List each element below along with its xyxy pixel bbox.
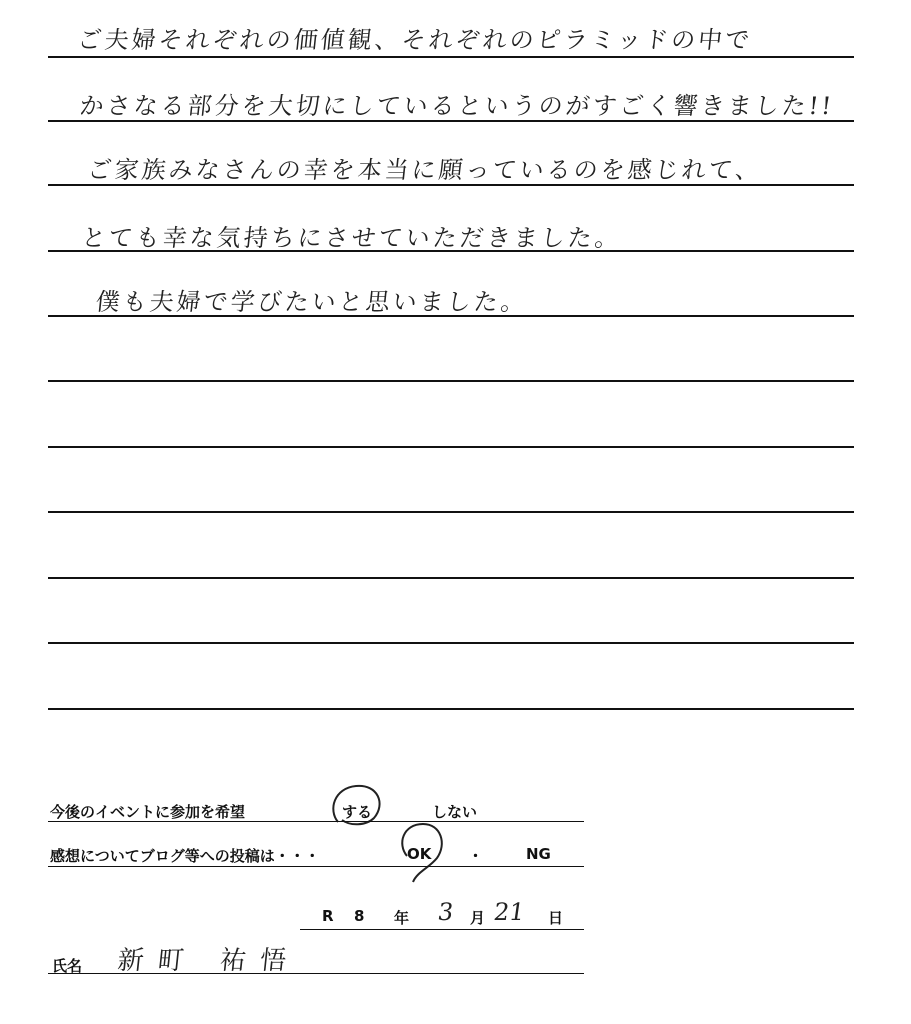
date-month-unit: 月	[470, 909, 486, 927]
impression-line-5: 僕も夫婦で学びたいと思いました。	[94, 288, 530, 316]
event-option-no[interactable]: しない	[432, 803, 478, 821]
event-yes-circle-mark	[328, 782, 388, 832]
blog-option-ng[interactable]: NG	[526, 845, 551, 863]
ruled-line-8	[48, 511, 854, 513]
ruled-line-1	[48, 56, 854, 58]
impression-line-4: とても幸な気持ちにさせていただきました。	[80, 224, 624, 252]
impression-line-3: ご家族みなさんの幸を本当に願っているのを感じれて、	[86, 156, 764, 184]
blog-option-separator: ・	[468, 847, 484, 865]
blog-question-rule	[48, 866, 584, 867]
ruled-line-7	[48, 446, 854, 448]
ruled-line-11	[48, 708, 854, 710]
date-day-handwritten: 21	[492, 898, 527, 926]
ruled-line-6	[48, 380, 854, 382]
event-option-yes[interactable]: する	[342, 803, 373, 821]
date-month-handwritten: 3	[436, 898, 456, 926]
name-label: 氏名	[52, 957, 83, 975]
event-question-label: 今後のイベントに参加を希望	[50, 803, 246, 821]
date-era: R	[322, 907, 334, 925]
date-year: 8	[354, 907, 365, 925]
ruled-line-4	[48, 250, 854, 252]
blog-question-label: 感想についてブログ等への投稿は・・・	[50, 847, 320, 865]
blog-option-ok[interactable]: OK	[407, 845, 432, 863]
event-question-rule	[48, 821, 584, 822]
ruled-line-3	[48, 184, 854, 186]
ruled-line-10	[48, 642, 854, 644]
ruled-line-2	[48, 120, 854, 122]
ruled-line-9	[48, 577, 854, 579]
impression-line-1: ご夫婦それぞれの価値観、それぞれのピラミッドの中で	[76, 26, 754, 54]
date-day-unit: 日	[548, 909, 564, 927]
name-rule	[48, 973, 584, 974]
impression-line-2: かさなる部分を大切にしているというのがすごく響きました!!	[78, 92, 836, 120]
ruled-line-5	[48, 315, 854, 317]
blog-ok-circle-mark	[393, 818, 453, 888]
date-rule	[300, 929, 584, 930]
name-handwritten: 新町 祐悟	[116, 946, 302, 976]
date-year-unit: 年	[394, 909, 410, 927]
